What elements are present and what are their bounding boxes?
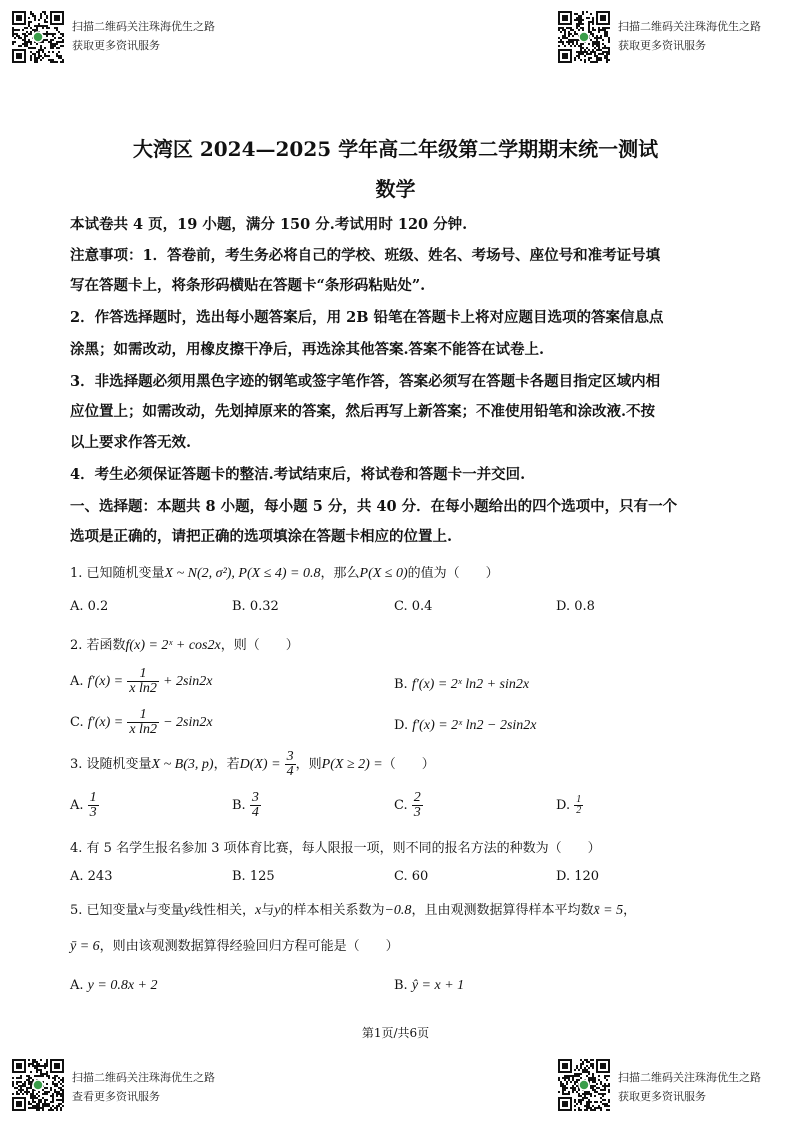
- numerator: 1: [127, 708, 159, 723]
- promo-line-1: 扫描二维码关注珠海优生之路: [618, 1071, 761, 1084]
- option-letter: C.: [394, 798, 408, 813]
- q5-text-d: 与: [261, 903, 275, 918]
- q3-option-c: [394, 791, 423, 820]
- math-expr: + 2sin2x: [163, 674, 213, 689]
- numerator: 3: [251, 790, 259, 805]
- notice-3-line-3: 以上要求作答无效.: [70, 434, 192, 451]
- q5-text-h: ，则由该观测数据算得经验回归方程可能是（ ）: [99, 939, 399, 954]
- q5-option-a: [70, 978, 158, 994]
- q1-text-a: 1. 已知随机变量: [70, 566, 165, 581]
- q3-text-a: 3. 设随机变量: [70, 757, 152, 772]
- option-letter: A.: [70, 674, 84, 689]
- promo-line-1: 扫描二维码关注珠海优生之路: [72, 20, 215, 33]
- option-letter: C.: [70, 715, 84, 730]
- q3-math-1: X ~ B(3, p): [151, 757, 214, 772]
- q5-text-e: 的样本相关系数为: [280, 903, 385, 918]
- math-expr: ŷ = x + 1: [411, 978, 465, 993]
- question-3-stem: [70, 750, 435, 779]
- option-letter: A.: [70, 978, 84, 993]
- denominator: 4: [286, 764, 294, 779]
- q3-text-b: ，若: [213, 757, 240, 772]
- q2-option-c: [70, 708, 213, 737]
- q3-text-e: （ ）: [382, 757, 435, 772]
- promo-text-bottom-right: [618, 1068, 761, 1106]
- notice-4: 4．考生必须保证答题卡的整洁.考试结束后，将试卷和答题卡一并交回.: [70, 466, 526, 483]
- option-letter: D.: [394, 718, 409, 733]
- q4-option-b: B. 125: [232, 869, 275, 884]
- math-expr: − 2sin2x: [163, 715, 213, 730]
- promo-line-1: 扫描二维码关注珠海优生之路: [618, 20, 761, 33]
- fraction: [574, 795, 583, 816]
- promo-line-2: 查看更多资讯服务: [72, 1090, 160, 1103]
- fraction: [412, 791, 423, 820]
- notice-2-line-1: 2．作答选择题时，选出每小题答案后，用 2B 铅笔在答题卡上将对应题目选项的答案信息点: [70, 309, 664, 326]
- denominator: x ln2: [129, 722, 157, 737]
- math-expr: f′(x) = 2ˣ ln2 − 2sin2x: [412, 718, 537, 733]
- promo-line-2: 获取更多资讯服务: [618, 39, 706, 52]
- q5-option-b: [394, 978, 464, 994]
- fraction: [127, 667, 159, 696]
- option-letter: D.: [556, 798, 571, 813]
- qr-code-bottom-right: [558, 1059, 610, 1111]
- exam-subject: 数学: [375, 177, 416, 201]
- promo-line-1: 扫描二维码关注珠海优生之路: [72, 1071, 215, 1084]
- fraction: [127, 708, 159, 737]
- option-letter: B.: [394, 978, 408, 993]
- fraction: [88, 791, 99, 820]
- q2-option-b: [394, 677, 529, 693]
- numerator: 1: [127, 667, 159, 682]
- q5-text-g: ，: [623, 903, 637, 918]
- q5-text-a: 5. 已知变量: [70, 903, 139, 918]
- q3-text-c: ，则: [295, 757, 322, 772]
- section-heading-line-2: 选项是正确的，请把正确的选项填涂在答题卡相应的位置上.: [70, 528, 453, 545]
- math-expr: y = 0.8x + 2: [87, 978, 158, 993]
- q3-option-a: [70, 791, 99, 820]
- q1-math-2: P(X ≤ 0): [359, 566, 408, 581]
- section-heading-line-1: 一、选择题：本题共 8 小题，每小题 5 分，共 40 分．在每小题给出的四个选项中，只有一个: [70, 498, 678, 515]
- q1-text-b: ，那么: [320, 566, 360, 581]
- x-mean: x̄ = 5: [593, 903, 624, 918]
- option-letter: A.: [70, 798, 84, 813]
- q1-option-b: B. 0.32: [232, 599, 279, 614]
- notice-1-line-1: 注意事项：1．答卷前，考生务必将自己的学校、班级、姓名、考场号、座位号和准考证号填: [70, 247, 661, 264]
- q3-math-2: D(X) =: [239, 757, 281, 772]
- math-expr: f′(x) =: [87, 674, 124, 689]
- var-x: x: [138, 903, 145, 918]
- question-5-stem-line-2: [70, 935, 399, 955]
- denominator: 3: [89, 805, 97, 820]
- numerator: 1: [89, 790, 97, 805]
- denominator: x ln2: [129, 681, 157, 696]
- correlation-value: −0.8: [384, 903, 412, 918]
- q1-option-c: C. 0.4: [394, 599, 433, 614]
- numerator: 3: [286, 749, 294, 764]
- q5-text-c: 线性相关，: [190, 903, 256, 918]
- notice-1-line-2: 写在答题卡上，将条形码横贴在答题卡“条形码粘贴处”.: [70, 277, 426, 294]
- q5-text-b: 与变量: [144, 903, 184, 918]
- math-expr: f′(x) =: [87, 715, 124, 730]
- fraction: [285, 750, 296, 779]
- instructions-intro: 本试卷共 4 页，19 小题，满分 150 分.考试用时 120 分钟.: [70, 216, 468, 233]
- q3-math-3: P(X ≥ 2) =: [321, 757, 383, 772]
- math-expr: f′(x) = 2ˣ ln2 + sin2x: [411, 677, 530, 692]
- promo-text-bottom-left: [72, 1068, 215, 1106]
- var-y: y: [183, 903, 190, 918]
- qr-code-top-right: [558, 11, 610, 63]
- q4-option-c: C. 60: [394, 869, 429, 884]
- denominator: 4: [251, 805, 259, 820]
- question-2-stem: [70, 634, 299, 654]
- option-letter: B.: [394, 677, 408, 692]
- numerator: 2: [413, 790, 421, 805]
- page-number: 第1页/共6页: [361, 1026, 430, 1040]
- promo-line-2: 获取更多资讯服务: [72, 39, 160, 52]
- var-y: y: [274, 903, 281, 918]
- q4-option-a: A. 243: [70, 869, 113, 884]
- promo-text-top-left: [72, 17, 215, 55]
- q1-text-c: 的值为（ ）: [407, 566, 499, 581]
- qr-code-bottom-left: [12, 1059, 64, 1111]
- question-4-stem: 4. 有 5 名学生报名参加 3 项体育比赛，每人限报一项，则不同的报名方法的种数为（ ）: [70, 841, 601, 856]
- var-x: x: [255, 903, 262, 918]
- notice-2-line-2: 涂黑；如需改动，用橡皮擦干净后，再选涂其他答案.答案不能答在试卷上.: [70, 341, 545, 358]
- q1-option-d: D. 0.8: [556, 599, 595, 614]
- q2-text-a: 2. 若函数: [70, 638, 126, 653]
- q5-text-f: ，且由观测数据算得样本平均数: [411, 903, 594, 918]
- promo-line-2: 获取更多资讯服务: [618, 1090, 706, 1103]
- numerator: 1: [576, 794, 582, 805]
- question-5-stem-line-1: [70, 899, 636, 919]
- option-letter: B.: [232, 798, 246, 813]
- q3-option-d: [556, 795, 583, 816]
- denominator: 3: [413, 805, 421, 820]
- y-mean: ȳ = 6: [70, 939, 100, 954]
- denominator: 2: [576, 805, 582, 816]
- q2-math-1: f(x) = 2ˣ + cos2x: [125, 638, 221, 653]
- notice-3-line-2: 应位置上；如需改动，先划掉原来的答案，然后再写上新答案；不准使用铅笔和涂改液.不按: [70, 403, 656, 420]
- notice-3-line-1: 3．非选择题必须用黑色字迹的钢笔或签字笔作答，答案必须写在答题卡各题目指定区域内相: [70, 373, 661, 390]
- fraction: [250, 791, 261, 820]
- q1-option-a: A. 0.2: [70, 599, 109, 614]
- q2-option-a: [70, 667, 213, 696]
- q2-text-b: ，则（ ）: [220, 638, 299, 653]
- q3-option-b: [232, 791, 261, 820]
- qr-code-top-left: [12, 11, 64, 63]
- q1-math-1: X ~ N(2, σ²), P(X ≤ 4) = 0.8: [164, 566, 321, 581]
- q4-option-d: D. 120: [556, 869, 600, 884]
- question-1-stem: [70, 562, 499, 582]
- exam-title: 大湾区 2024—2025 学年高二年级第二学期期末统一测试: [132, 137, 659, 161]
- q2-option-d: [394, 718, 537, 734]
- promo-text-top-right: [618, 17, 761, 55]
